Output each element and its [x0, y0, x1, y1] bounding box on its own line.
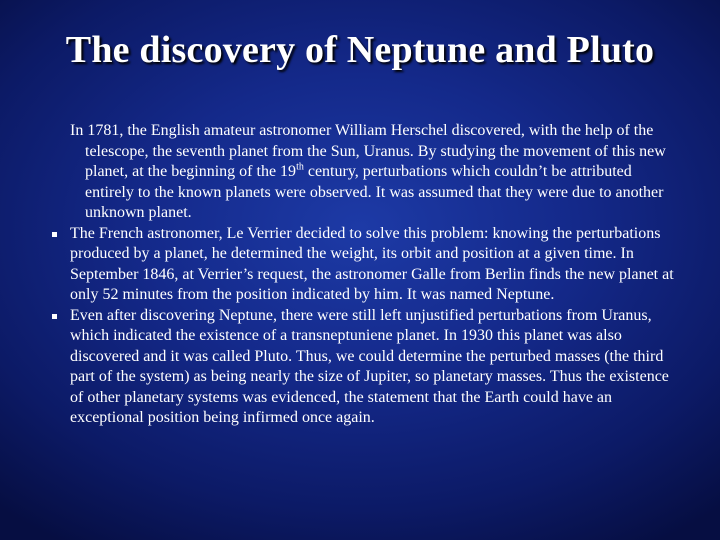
intro-text-part1: In 1781, the English amateur astronomer William Herschel discovered, with the help of the telescope, the seventh planet from the Sun, Uranus. By studying the movement of this new planet, at the beginning of the 19: [70, 122, 666, 180]
bullet-item-le-verrier: [55, 224, 680, 306]
intro-superscript: th: [296, 161, 304, 173]
intro-text-part2: century, perturbations which couldn’t be attributed entirely to the known planets were observed. It was assumed that they were due to another unknown planet.: [85, 163, 664, 221]
bullet-text: Even after discovering Neptune, there were still left unjustified perturbations from Uranus, which indicated the existence of a transneptuniene planet. In 1930 this planet was also discovered and it was called Pluto. Thus, we could determine the perturbed masses (the third part of the system) as being nearly the size of Jupiter, so planetary masses. Thus the existence of other planetary systems was evidenced, the statement that the Earth could have an exceptional position being infirmed once again.: [70, 306, 669, 426]
slide-body: [55, 121, 680, 429]
slide-title: The discovery of Neptune and Pluto: [65, 29, 655, 71]
square-bullet-icon: [52, 307, 60, 328]
square-bullet-icon: [52, 225, 60, 246]
bullet-item-pluto: [55, 306, 680, 429]
intro-paragraph: [55, 121, 680, 224]
bullet-text: The French astronomer, Le Verrier decided to solve this problem: knowing the perturbations produced by a planet, he determined the weight, its orbit and position at a given time. In September 1846, at Verrier’s request, the astronomer Galle from Berlin finds the new planet at only 52 minutes from the position indicated by him. It was named Neptune.: [70, 224, 674, 303]
